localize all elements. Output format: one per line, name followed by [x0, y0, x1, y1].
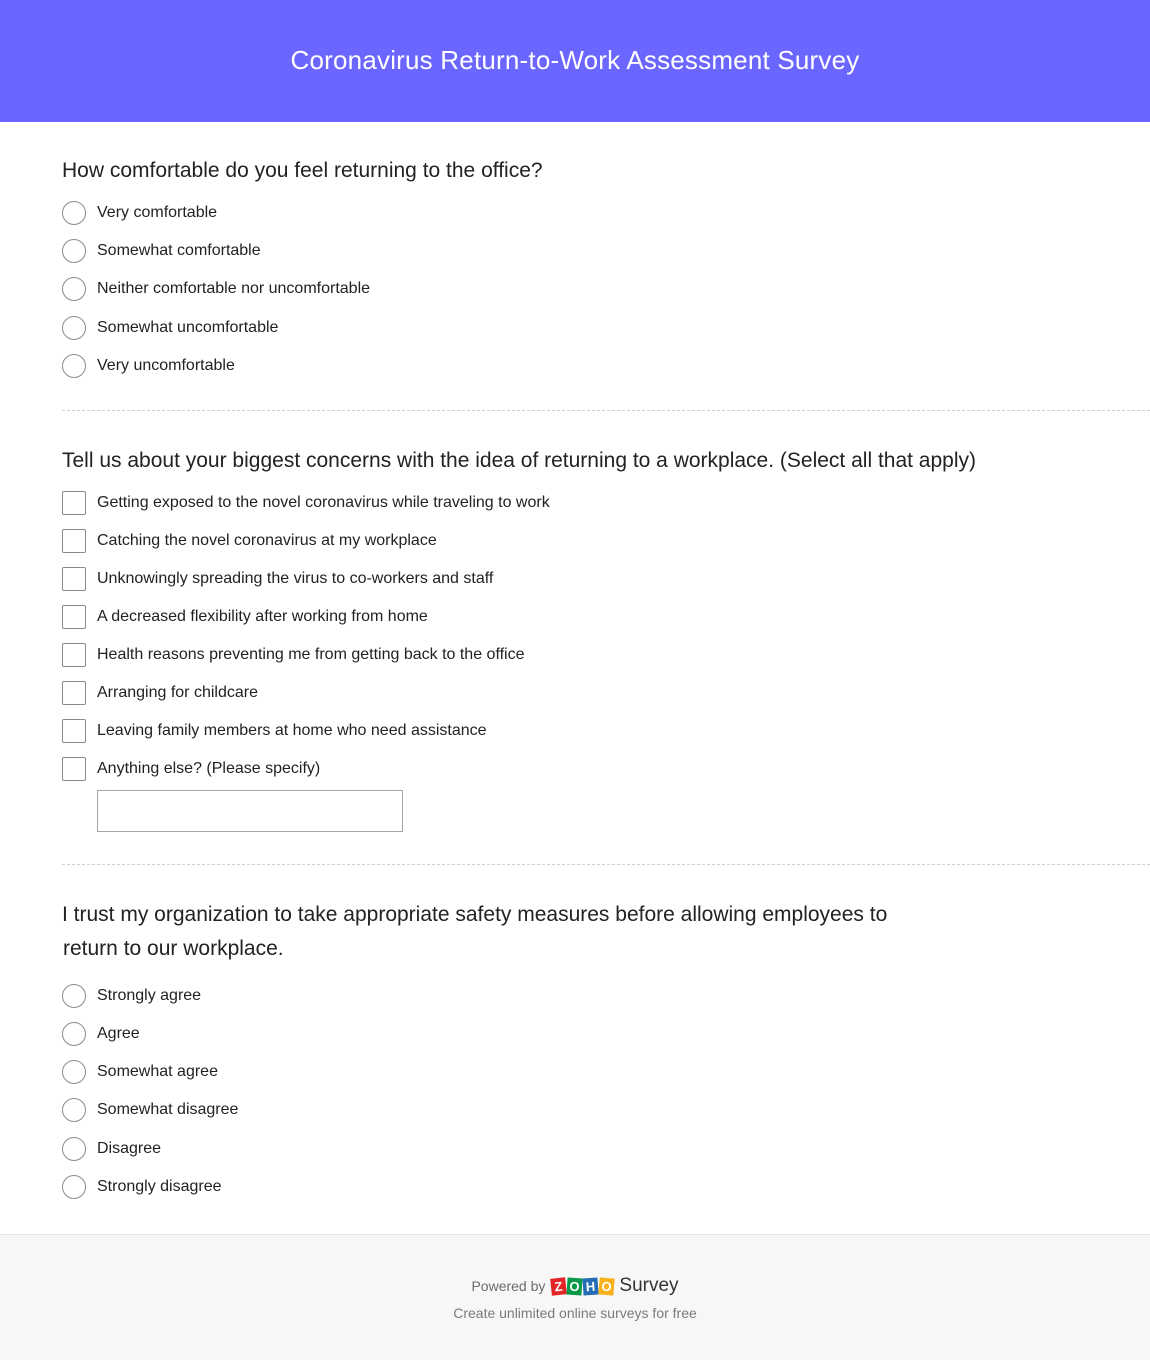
question-3-title-line-1: I trust my organization to take appropriate safety measures before allowing employees to [62, 903, 888, 926]
survey-title: Coronavirus Return-to-Work Assessment Survey [290, 44, 860, 75]
q3-option-somewhat-disagree[interactable] [62, 1098, 238, 1122]
footer-tagline[interactable]: Create unlimited online surveys for free [453, 1305, 697, 1321]
q2-option-other[interactable] [62, 757, 320, 781]
option-label: Very uncomfortable [97, 357, 235, 374]
q3-option-strongly-disagree[interactable] [62, 1175, 222, 1199]
q1-option-somewhat-comfortable[interactable] [62, 239, 261, 263]
checkbox[interactable] [62, 567, 86, 591]
section-divider [62, 864, 1150, 865]
option-label: A decreased flexibility after working from home [97, 608, 428, 625]
q1-option-very-uncomfortable[interactable] [62, 354, 235, 378]
checkbox[interactable] [62, 719, 86, 743]
radio-button[interactable] [62, 354, 86, 378]
question-2-title: Tell us about your biggest concerns with the idea of returning to a workplace. (Select all that apply) [62, 449, 977, 472]
q3-option-disagree[interactable] [62, 1137, 161, 1161]
q2-option-traveling[interactable] [62, 491, 550, 515]
q2-option-health[interactable] [62, 643, 525, 667]
option-label: Disagree [97, 1140, 162, 1157]
q3-option-somewhat-agree[interactable] [62, 1060, 218, 1084]
powered-by-text: Powered by [471, 1278, 546, 1294]
powered-by-link[interactable] [0, 1275, 1150, 1297]
radio-button[interactable] [62, 984, 86, 1008]
q3-option-strongly-agree[interactable] [62, 984, 201, 1008]
option-label: Unknowingly spreading the virus to co-workers and staff [97, 570, 494, 587]
radio-button[interactable] [62, 201, 86, 225]
option-label: Somewhat disagree [97, 1101, 239, 1118]
checkbox[interactable] [62, 643, 86, 667]
option-label: Arranging for childcare [97, 684, 258, 701]
q1-option-neither[interactable] [62, 277, 370, 301]
option-label: Strongly agree [97, 987, 202, 1004]
radio-button[interactable] [62, 1137, 86, 1161]
option-label: Catching the novel coronavirus at my workplace [97, 532, 437, 549]
section-divider [62, 410, 1150, 411]
option-label: Anything else? (Please specify) [97, 760, 321, 777]
radio-button[interactable] [62, 1098, 86, 1122]
q1-option-very-comfortable[interactable] [62, 201, 217, 225]
option-label: Somewhat uncomfortable [97, 319, 279, 336]
checkbox[interactable] [62, 529, 86, 553]
zoho-letter-o: O [599, 1277, 615, 1295]
radio-button[interactable] [62, 277, 86, 301]
zoho-letter-o: O [567, 1277, 583, 1295]
q2-option-family[interactable] [62, 719, 487, 743]
option-label: Leaving family members at home who need assistance [97, 722, 487, 739]
option-label: Getting exposed to the novel coronavirus while traveling to work [97, 494, 550, 511]
zoho-letter-z: Z [551, 1277, 568, 1295]
radio-button[interactable] [62, 1175, 86, 1199]
zoho-letter-h: H [583, 1277, 599, 1295]
option-label: Health reasons preventing me from getting back to the office [97, 646, 525, 663]
q2-option-childcare[interactable] [62, 681, 258, 705]
q1-option-somewhat-uncomfortable[interactable] [62, 316, 278, 340]
option-label: Neither comfortable nor uncomfortable [97, 280, 371, 297]
option-label: Somewhat agree [97, 1063, 218, 1080]
option-label: Agree [97, 1025, 140, 1042]
option-label: Somewhat comfortable [97, 242, 261, 259]
checkbox[interactable] [62, 605, 86, 629]
survey-header [0, 0, 1150, 122]
zoho-logo-icon [551, 1278, 615, 1295]
radio-button[interactable] [62, 239, 86, 263]
other-specify-input[interactable] [97, 790, 403, 832]
checkbox[interactable] [62, 681, 86, 705]
question-3-title-line-2: return to our workplace. [63, 937, 284, 960]
radio-button[interactable] [62, 1060, 86, 1084]
checkbox[interactable] [62, 491, 86, 515]
question-1-title: How comfortable do you feel returning to the office? [62, 159, 543, 182]
option-label: Strongly disagree [97, 1178, 222, 1195]
q2-option-flexibility[interactable] [62, 605, 428, 629]
footer [0, 1234, 1150, 1360]
radio-button[interactable] [62, 316, 86, 340]
q2-option-workplace[interactable] [62, 529, 437, 553]
product-name: Survey [619, 1275, 679, 1296]
checkbox[interactable] [62, 757, 86, 781]
option-label: Very comfortable [97, 204, 218, 221]
q3-option-agree[interactable] [62, 1022, 140, 1046]
radio-button[interactable] [62, 1022, 86, 1046]
q2-option-spreading[interactable] [62, 567, 493, 591]
